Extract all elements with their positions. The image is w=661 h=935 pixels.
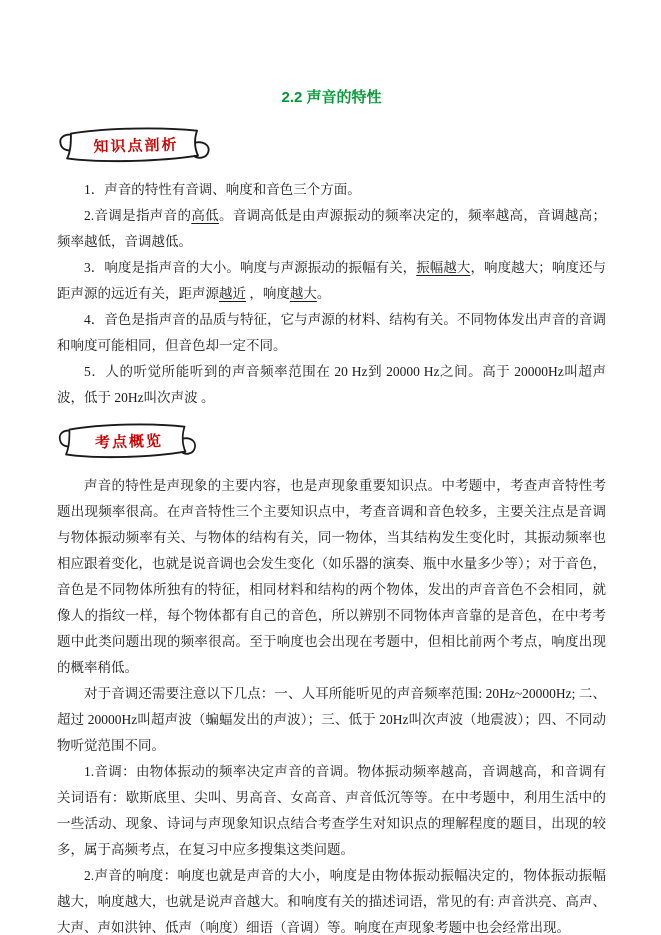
knowledge-points-text <box>57 177 606 411</box>
paragraph <box>57 359 606 411</box>
text-run: 声音的特性是声现象的主要内容，也是声现象重要知识点。中考题中，考查声音特性考题出现频率很高。在声音特性三个主要知识点中，考查音调和音色较多，主要关注点是音调与物体振动频率有关、与物体的结构有关，同一物体，当其结构发生变化时，其振动频率也相应跟着变化，也就是说音调也会发生变化（如乐器的演奏、瓶中水量多少等）；对于音色，音色是不同物体所独有的特征，相同材料和结构的两个物体，发出的声音音色不会相同，就像人的指纹一样，每个物体都有自己的音色，所以辨别不同物体声音靠的是音色，在中考考题中此类问题出现的频率很高。至于响度也会出现在考题中，但相比前两个考点，响度出现的概率稍低。 <box>57 478 606 675</box>
paragraph <box>57 681 606 759</box>
text-run: 2.声音的响度：响度也就是声音的大小，响度是由物体振动振幅决定的，物体振动振幅越大，响度越大，也就是说声音越大。和响度有关的描述词语，常见的有: 声音洪亮、高声、大声、声如洪钟、低声（响度）细语（音调）等。响度在声现象考题中也会经常出现。 <box>57 868 606 935</box>
text-run: 。音调高低是由声源振动的频率决定的，频率越高，音调越高；频率越低，音调越低。 <box>57 208 607 249</box>
exam-overview-text <box>57 473 606 935</box>
text-run: 1.音调：由物体振动的频率决定声音的音调。物体振动频率越高，音调越高，和音调有关词语有：歇斯底里、尖叫、男高音、女高音、声音低沉等等。在中考题中，利用生活中的一些活动、现象、诗词与声现象知识点结合考查学生对知识点的理解程度的题目，出现的较多，属于高频考点，在复习中应多搜集这类问题。 <box>57 764 606 857</box>
text-run: 对于音调还需要注意以下几点：一、人耳所能听见的声音频率范围: 20Hz~20000Hz; 二、超过 20000Hz叫超声波（蝙蝠发出的声波）；三、低于 20Hz叫次声波（地震波）；四、不同动物听觉范围不同。 <box>57 686 606 753</box>
underlined-text: 高低 <box>191 208 219 223</box>
page-title: 2.2 声音的特性 <box>281 89 382 106</box>
paragraph <box>57 307 606 359</box>
underlined-text: 越近 <box>219 286 246 301</box>
paragraph <box>57 863 606 935</box>
paragraph <box>57 759 606 863</box>
text-run: 2.音调是指声音的 <box>84 208 192 223</box>
underlined-text: 振幅越大 <box>416 260 471 275</box>
text-run: 1．声音的特性有音调、响度和音色三个方面。 <box>84 182 361 197</box>
text-run: ，响度 <box>246 286 290 301</box>
exam-overview-banner <box>54 421 200 463</box>
text-run: 3．响度是指声音的大小。响度与声源振动的振幅有关， <box>84 260 417 275</box>
knowledge-points-banner <box>54 125 214 167</box>
text-run: 4．音色是指声音的品质与特征，它与声源的材料、结构有关。不同物体发出声音的音调和响度可能相同，但音色却一定不同。 <box>57 312 606 353</box>
text-run: ，响度越大；响度还与距声源的远近有关，距声源 <box>57 260 607 301</box>
section-knowledge-points <box>57 125 606 411</box>
paragraph <box>57 203 606 255</box>
text-run: 5．人的听觉所能听到的声音频率范围在 20 Hz到 20000 Hz之间。高于 20000Hz叫超声波，低于 20Hz叫次声波 。 <box>57 364 606 405</box>
text-run: 。 <box>316 286 331 301</box>
banner-title-knowledge-points: 知识点剖析 <box>93 137 179 156</box>
paragraph <box>57 177 606 203</box>
banner-title-exam-overview: 考点概览 <box>94 433 164 452</box>
paragraph <box>57 255 606 307</box>
paragraph <box>57 473 606 681</box>
section-exam-overview <box>57 421 606 935</box>
underlined-text: 越大 <box>289 286 317 301</box>
